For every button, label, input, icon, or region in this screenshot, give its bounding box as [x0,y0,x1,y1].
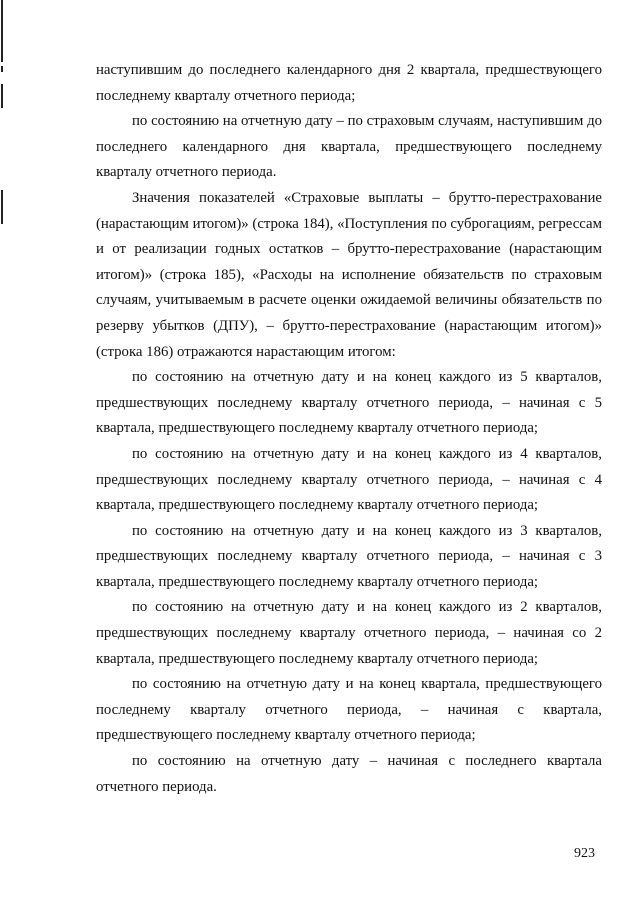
document-body [96,58,602,800]
paragraph: по состоянию на отчетную дату и на конец квартала, предшествующего последнему кварталу отчетного периода, – начиная с квартала, предшествующего последнему кварталу отчетного периода; [96,676,602,744]
paragraph: по состоянию на отчетную дату – по страховым случаям, наступившим до последнего календарного дня квартала, предшествующего последнему кварталу отчетного периода. [96,113,602,181]
page-number: 923 [574,846,595,861]
paragraph: по состоянию на отчетную дату и на конец каждого из 3 кварталов, предшествующих последнему кварталу отчетного периода, – начиная с 3 квартала, предшествующего последнему кварталу отчетного периода; [96,522,602,590]
paragraph: по состоянию на отчетную дату и на конец каждого из 2 кварталов, предшествующих последнему кварталу отчетного периода, – начиная со 2 квартала, предшествующего последнему кварталу отчетного периода; [96,599,602,667]
paragraph: по состоянию на отчетную дату и на конец каждого из 4 кварталов, предшествующих последнему кварталу отчетного периода, – начиная с 4 квартала, предшествующего последнему кварталу отчетного периода; [96,445,602,514]
paragraph: по состоянию на отчетную дату – начиная с последнего квартала отчетного периода. [96,753,602,795]
scan-edge-mark [1,0,3,62]
paragraph: по состоянию на отчетную дату и на конец каждого из 5 кварталов, предшествующих последнему кварталу отчетного периода, – начиная с 5 квартала, предшествующего последнему кварталу отчетного периода; [96,369,602,437]
scan-edge-mark [1,66,3,72]
paragraph-continuation: наступившим до последнего календарного дня 2 квартала, предшествующего последнему кварталу отчетного периода; [96,62,602,104]
scan-edge-mark [1,84,3,108]
paragraph: Значения показателей «Страховые выплаты – брутто-перестрахование (нарастающим итогом)» (строка 184), «Поступления по суброгациям, регрессам и от реализации годных остатков – брутто-перестрахование (нарастающим итогом)» (строка 185), «Расходы на исполнение обязательств по страховым случаям, учитываемым в расчете оценки ожидаемой величины обязательств по резерву убытков (ДПУ), – брутто-перестрахование (нарастающим итогом)» (строка 186) отражаются нарастающим итогом: [96,189,602,360]
scan-edge-mark [1,190,3,224]
